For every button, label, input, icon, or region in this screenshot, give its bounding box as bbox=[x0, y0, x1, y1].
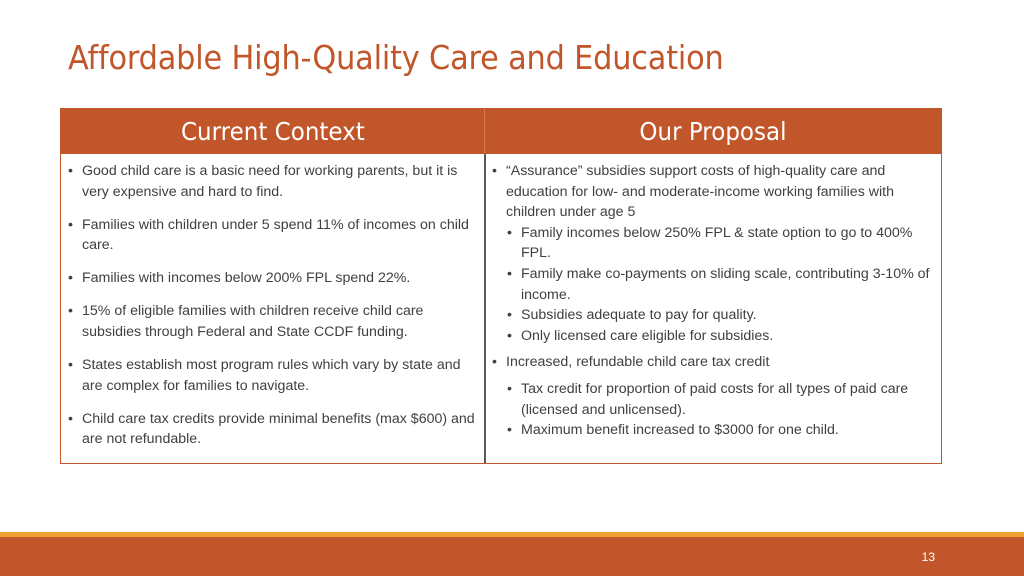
list-item: • 15% of eligible families with children receive child care subsidies through Federal and State CCDF funding. bbox=[67, 301, 479, 342]
slide-title: Affordable High-Quality Care and Education bbox=[68, 38, 724, 77]
header-current-context-label: Current Context bbox=[180, 117, 365, 146]
list-item: • Good child care is a basic need for working parents, but it is very expensive and hard to find. bbox=[67, 161, 479, 202]
proposal-column bbox=[491, 161, 931, 441]
current-context-list bbox=[67, 161, 479, 450]
header-our-proposal-label: Our Proposal bbox=[639, 117, 787, 146]
header-current-context bbox=[61, 109, 485, 154]
page-number: 13 bbox=[921, 550, 935, 564]
proposal-list bbox=[491, 161, 931, 441]
proposal-sublist bbox=[506, 379, 931, 441]
header-our-proposal bbox=[485, 109, 941, 154]
sub-list-item: • Maximum benefit increased to $3000 for one child. bbox=[506, 420, 931, 441]
column-divider bbox=[484, 154, 486, 463]
footer-bar bbox=[0, 537, 1024, 576]
sub-list-item: • Tax credit for proportion of paid costs for all types of paid care (licensed and unlicensed). bbox=[506, 379, 931, 420]
current-context-column bbox=[67, 161, 479, 463]
table-header-row bbox=[61, 109, 941, 154]
sub-list-item: • Family incomes below 250% FPL & state option to go to 400% FPL. bbox=[506, 223, 931, 264]
proposal-sublist bbox=[506, 223, 931, 347]
sub-list-item: • Only licensed care eligible for subsidies. bbox=[506, 326, 931, 347]
list-item bbox=[491, 352, 931, 440]
list-item: • States establish most program rules which vary by state and are complex for families to navigate. bbox=[67, 355, 479, 396]
list-item: • Child care tax credits provide minimal benefits (max $600) and are not refundable. bbox=[67, 409, 479, 450]
list-item: • Families with incomes below 200% FPL spend 22%. bbox=[67, 268, 479, 289]
list-item: • Families with children under 5 spend 11% of incomes on child care. bbox=[67, 215, 479, 256]
sub-list-item: • Family make co-payments on sliding scale, contributing 3-10% of income. bbox=[506, 264, 931, 305]
sub-list-item: • Subsidies adequate to pay for quality. bbox=[506, 305, 931, 326]
proposal-item-text: “Assurance” subsidies support costs of high-quality care and education for low- and moderate-income working families with children under age 5 bbox=[506, 163, 894, 221]
comparison-table bbox=[60, 108, 942, 464]
proposal-item-text: Increased, refundable child care tax credit bbox=[506, 354, 770, 371]
list-item bbox=[491, 161, 931, 346]
